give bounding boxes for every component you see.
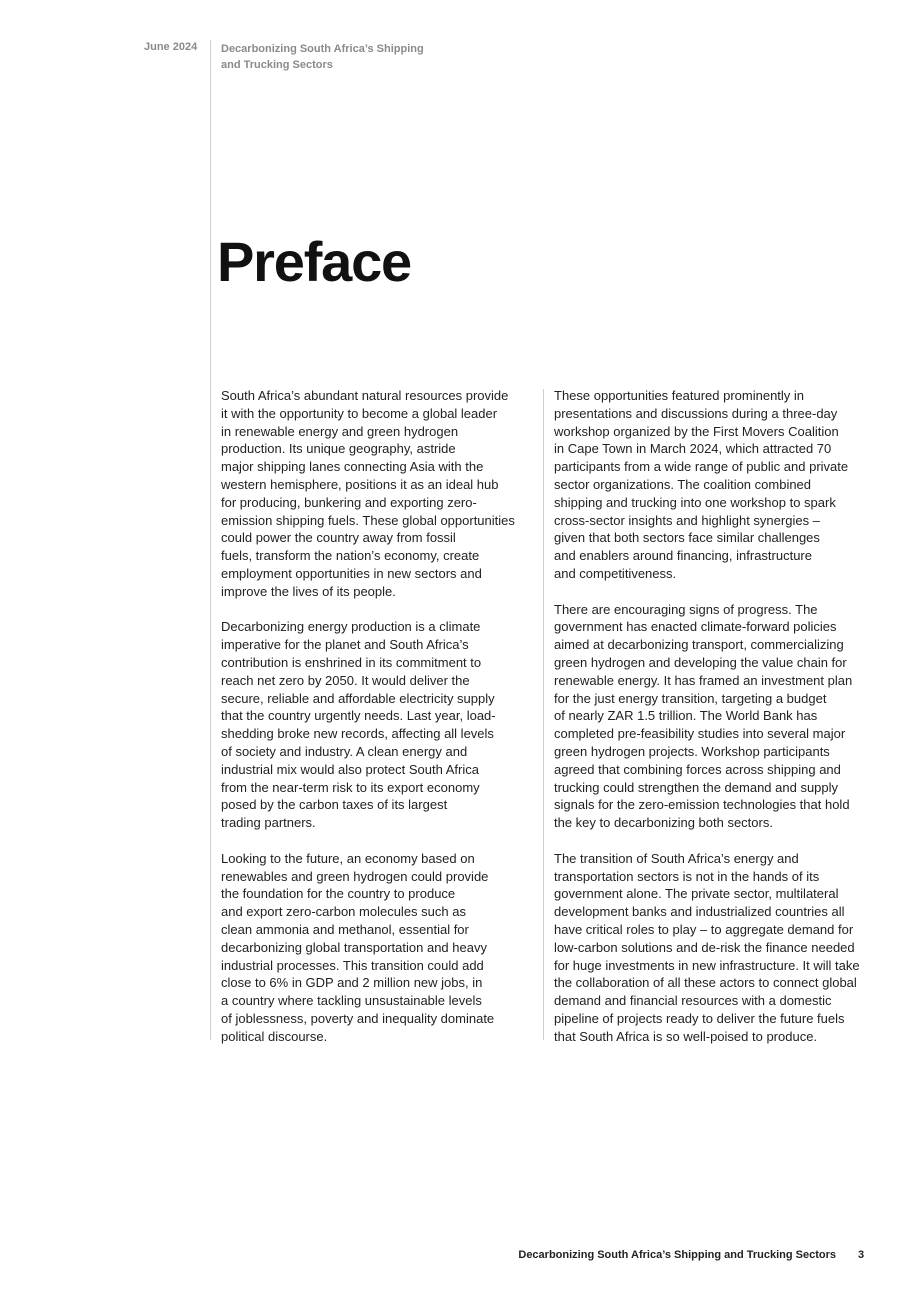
body-text-line: aimed at decarbonizing transport, commercializing (554, 637, 844, 653)
body-text-line: renewable energy. It has framed an investment plan (554, 672, 853, 688)
column-divider (543, 389, 544, 1040)
page-title: Preface (217, 230, 411, 293)
body-text-line: These opportunities featured prominently in (554, 388, 805, 403)
body-text-line: of society and industry. A clean energy and (221, 743, 468, 759)
footer-document-title: Decarbonizing South Africa’s Shipping and Trucking Sectors (518, 1249, 836, 1261)
body-text-line: The transition of South Africa’s energy and (554, 850, 799, 866)
header-document-title (221, 41, 481, 73)
header-title-line: Decarbonizing South Africa’s Shipping (221, 43, 424, 55)
body-text-line: have critical roles to play – to aggregate demand for (554, 921, 854, 937)
body-paragraph (221, 850, 541, 1046)
body-text-line: South Africa’s abundant natural resources provide (221, 388, 509, 403)
body-text-line: renewables and green hydrogen could provide (221, 868, 489, 884)
body-text-line: trucking could strengthen the demand and supply (554, 779, 839, 795)
body-text-line: trading partners. (221, 815, 316, 831)
body-text-line: emission shipping fuels. These global opportunities (221, 512, 515, 528)
body-text-line: in renewable energy and green hydrogen (221, 423, 459, 439)
body-text-line: government has enacted climate-forward policies (554, 619, 837, 635)
body-text-line: presentations and discussions during a three-day (554, 405, 838, 421)
body-paragraph (221, 387, 541, 601)
body-text-line: fuels, transform the nation’s economy, create (221, 548, 480, 564)
body-text-line: development banks and industrialized countries all (554, 904, 845, 920)
body-text-line: contribution is enshrined in its commitment to (221, 654, 482, 670)
body-paragraph (554, 387, 874, 583)
page-number: 3 (858, 1249, 865, 1261)
body-text-line: that the country urgently needs. Last year, load- (221, 708, 496, 724)
body-text-line: western hemisphere, positions it as an ideal hub (221, 476, 499, 492)
body-text-line: green hydrogen and developing the value chain for (554, 654, 847, 670)
body-text-line: major shipping lanes connecting Asia with the (221, 459, 484, 475)
body-text-line: Looking to the future, an economy based on (221, 850, 475, 866)
header-date: June 2024 (144, 41, 198, 53)
body-text-line: posed by the carbon taxes of its largest (221, 797, 448, 813)
body-text-line: and enablers around financing, infrastructure (554, 548, 812, 564)
body-text-line: for the just energy transition, targeting a budget (554, 690, 827, 706)
body-text-line: participants from a wide range of public and private (554, 459, 849, 475)
body-text-line: cross-sector insights and highlight synergies – (554, 512, 820, 528)
body-text-line: close to 6% in GDP and 2 million new jobs, in (221, 975, 483, 991)
body-text-line: given that both sectors face similar challenges (554, 530, 820, 546)
body-text-line: in Cape Town in March 2024, which attracted 70 (554, 441, 832, 457)
body-text-line: green hydrogen projects. Workshop participants (554, 743, 830, 759)
body-text-line: the collaboration of all these actors to connect global (554, 975, 857, 991)
body-text-line: of joblessness, poverty and inequality dominate (221, 1010, 495, 1026)
body-text-line: that South Africa is so well-poised to produce. (554, 1028, 818, 1044)
body-text-line: pipeline of projects ready to deliver the future fuels (554, 1010, 845, 1026)
body-text-line: for producing, bunkering and exporting zero- (221, 494, 477, 510)
body-text-line: imperative for the planet and South Africa’s (221, 637, 469, 653)
body-text-line: shedding broke new records, affecting all levels (221, 726, 494, 742)
body-text-line: the key to decarbonizing both sectors. (554, 815, 773, 831)
header-title-line: and Trucking Sectors (221, 59, 333, 71)
right-column (554, 387, 874, 1063)
body-text-line: demand and financial resources with a domestic (554, 993, 832, 1009)
body-text-line: clean ammonia and methanol, essential for (221, 921, 469, 937)
left-column (221, 387, 541, 1063)
body-text-line: sector organizations. The coalition combined (554, 476, 812, 492)
body-text-line: political discourse. (221, 1028, 328, 1044)
body-text-line: employment opportunities in new sectors and (221, 565, 482, 581)
body-text-line: it with the opportunity to become a global leader (221, 405, 498, 421)
body-paragraph (554, 850, 874, 1046)
header-divider (210, 40, 211, 1040)
body-text-line: industrial processes. This transition could add (221, 957, 484, 973)
body-text-line: a country where tackling unsustainable levels (221, 993, 482, 1009)
body-text-line: improve the lives of its people. (221, 583, 396, 599)
body-text-line: low-carbon solutions and de-risk the finance needed (554, 939, 855, 955)
body-text-line: the foundation for the country to produce (221, 886, 456, 902)
body-text-line: from the near-term risk to its export economy (221, 779, 480, 795)
body-text-line: and competitiveness. (554, 565, 677, 581)
body-text-line: completed pre-feasibility studies into several major (554, 726, 846, 742)
body-text-line: agreed that combining forces across shipping and (554, 761, 841, 777)
body-text-line: decarbonizing global transportation and heavy (221, 939, 487, 955)
body-text-line: shipping and trucking into one workshop to spark (554, 494, 836, 510)
body-text-line: industrial mix would also protect South Africa (221, 761, 479, 777)
body-text-line: could power the country away from fossil (221, 530, 456, 546)
body-text-line: government alone. The private sector, multilateral (554, 886, 839, 902)
body-paragraph (221, 618, 541, 832)
body-text-line: secure, reliable and affordable electricity supply (221, 690, 495, 706)
body-text-line: workshop organized by the First Movers Coalition (554, 423, 839, 439)
body-paragraph (554, 601, 874, 832)
body-text-line: and export zero-carbon molecules such as (221, 904, 466, 920)
body-text-line: reach net zero by 2050. It would deliver the (221, 672, 470, 688)
body-text-line: of nearly ZAR 1.5 trillion. The World Bank has (554, 708, 818, 724)
body-text-line: There are encouraging signs of progress. The (554, 601, 818, 617)
body-text-line: Decarbonizing energy production is a climate (221, 619, 481, 635)
body-text-line: production. Its unique geography, astride (221, 441, 456, 457)
body-text-line: for huge investments in new infrastructure. It will take (554, 957, 860, 973)
body-text-line: transportation sectors is not in the hands of its (554, 868, 820, 884)
body-text-line: signals for the zero-emission technologies that hold (554, 797, 850, 813)
